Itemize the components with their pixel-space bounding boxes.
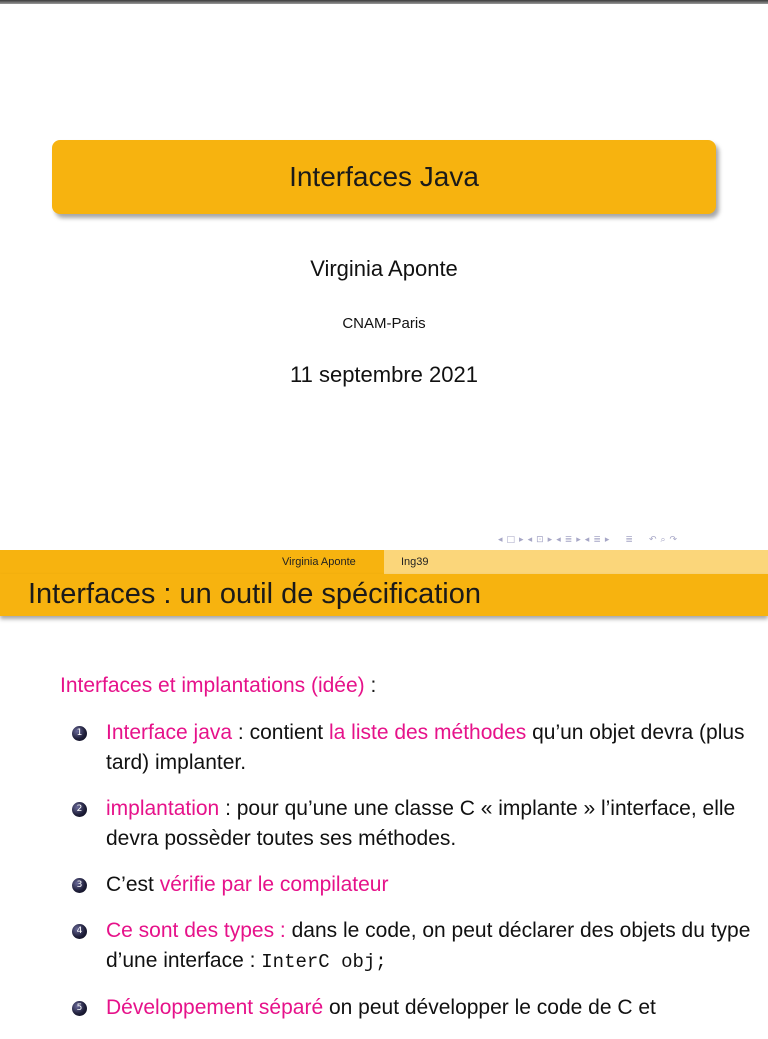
nav-next-subsection-icon[interactable]: ▸ bbox=[576, 535, 581, 545]
institute: CNAM-Paris bbox=[342, 315, 426, 332]
nav-next-section-icon[interactable]: ▸ bbox=[604, 535, 610, 545]
nav-slide-icon[interactable]: □ bbox=[506, 535, 516, 545]
beamer-navigation-bar bbox=[498, 533, 677, 547]
footer-author: Virginia Aponte bbox=[282, 556, 356, 568]
nav-frame-icon[interactable]: ⊡ bbox=[536, 535, 544, 545]
item-text: on peut développer le code de C et bbox=[323, 996, 656, 1019]
footline bbox=[0, 550, 768, 574]
nav-prev-section-icon[interactable]: ◂ bbox=[584, 535, 590, 545]
footer-course: Ing39 bbox=[401, 556, 429, 568]
block-title-colon: : bbox=[364, 674, 377, 697]
highlight-text: vérifie par le compilateur bbox=[159, 873, 389, 896]
code-snippet: InterC obj; bbox=[261, 951, 387, 973]
nav-prev-frame-icon[interactable]: ◂ bbox=[527, 535, 533, 545]
frame-title: Interfaces : un outil de spécification bbox=[28, 578, 481, 610]
title-slide bbox=[0, 4, 768, 550]
highlight-text: Ce sont des types : bbox=[106, 919, 286, 942]
numbered-bullet-icon: 1 bbox=[72, 726, 87, 741]
numbered-bullet-icon: 5 bbox=[72, 1001, 87, 1016]
numbered-bullet-icon: 4 bbox=[72, 924, 87, 939]
block-title bbox=[60, 674, 376, 698]
numbered-bullet-icon: 3 bbox=[72, 878, 87, 893]
author: Virginia Aponte bbox=[310, 256, 458, 281]
nav-search-icon[interactable]: ⌕ bbox=[660, 535, 666, 545]
highlight-text: implantation bbox=[106, 797, 220, 820]
list-item bbox=[72, 718, 752, 778]
highlight-text: la liste des méthodes bbox=[328, 721, 527, 744]
item-text: : contient bbox=[232, 721, 329, 744]
nav-subsection-icon[interactable]: ≣ bbox=[564, 535, 573, 545]
item-text: : pour qu’une une classe C « implante » l’interface, elle devra possèder toutes ses méthodes. bbox=[106, 797, 736, 850]
list-item bbox=[72, 870, 752, 900]
nav-section-icon[interactable]: ≣ bbox=[593, 535, 601, 545]
date: 11 septembre 2021 bbox=[290, 362, 478, 387]
title-box bbox=[52, 140, 716, 214]
list-item bbox=[72, 916, 752, 977]
frame-title-bar bbox=[0, 574, 768, 616]
nav-next-frame-icon[interactable]: ▸ bbox=[547, 535, 553, 545]
nav-next-slide-icon[interactable]: ▸ bbox=[519, 535, 524, 545]
nav-prev-subsection-icon[interactable]: ◂ bbox=[556, 535, 561, 545]
item-text: dans le code, on peut déclarer des objets du type d’une interface : bbox=[106, 919, 751, 972]
block-title-text: Interfaces et implantations (idée) bbox=[60, 674, 365, 697]
highlight-text: Interface java bbox=[106, 721, 233, 744]
nav-document-icon[interactable]: ≣ bbox=[625, 535, 633, 545]
nav-forward-icon[interactable]: ↷ bbox=[669, 535, 678, 545]
presentation-title: Interfaces Java bbox=[289, 161, 479, 192]
item-text: C’est bbox=[106, 873, 160, 896]
numbered-bullet-icon: 2 bbox=[72, 802, 87, 817]
list-item bbox=[72, 993, 752, 1023]
list-item bbox=[72, 794, 752, 854]
enumerated-list bbox=[72, 718, 752, 1039]
item-text: qu’un objet devra (plus tard) implanter. bbox=[106, 721, 745, 774]
nav-back-icon[interactable]: ↶ bbox=[648, 535, 657, 545]
nav-prev-slide-icon[interactable]: ◂ bbox=[498, 535, 503, 545]
highlight-text: Développement séparé bbox=[106, 996, 324, 1019]
